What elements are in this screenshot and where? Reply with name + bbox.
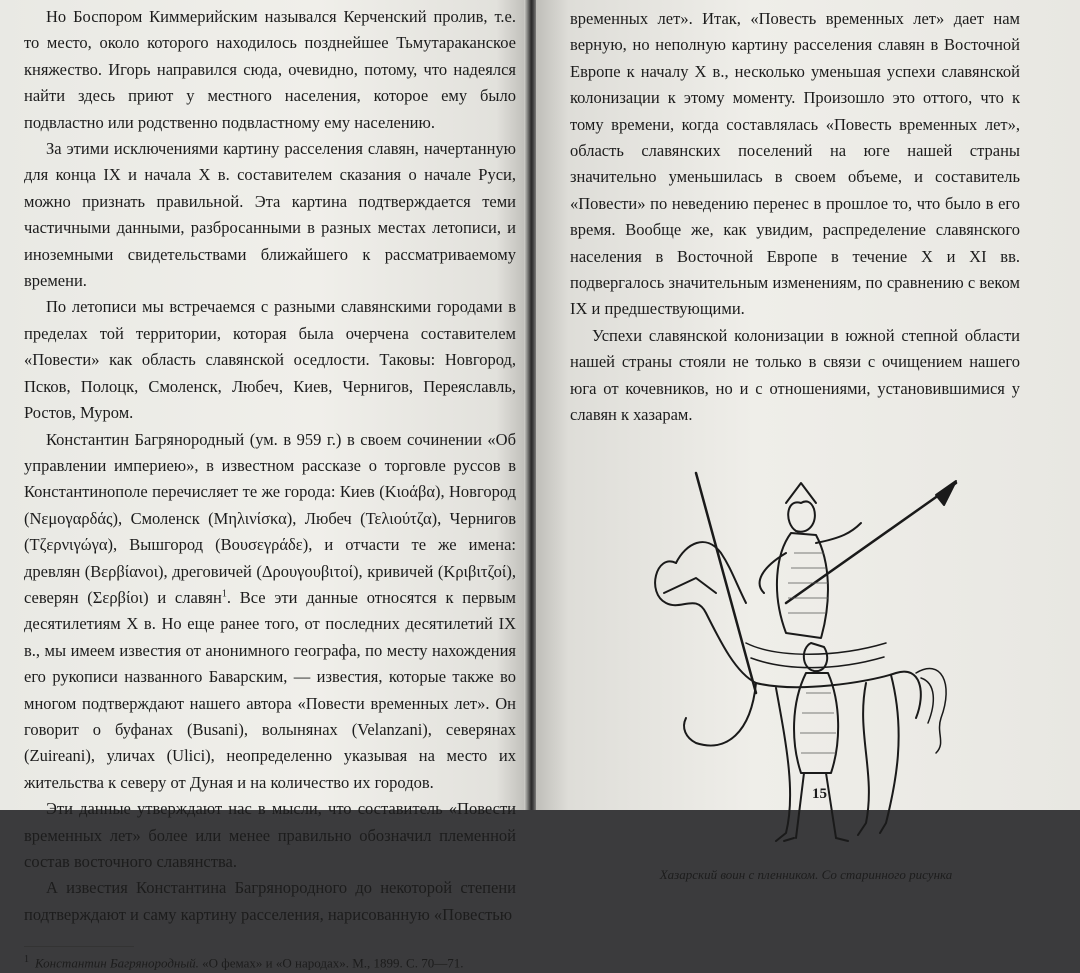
left-page <box>0 0 528 971</box>
paragraph <box>24 427 516 797</box>
footnote-author: Константин Багрянородный. <box>35 955 199 971</box>
warrior-drawing <box>636 443 956 861</box>
page-number: 15 <box>812 786 827 802</box>
paragraph: За этими исключениями картину расселения славян, начертанную для конца IX и начала X в. составителем сказания о начале Руси, можно признать правильной. Эта картина подтверждается теми частичными данными, разбросанными в разных местах летописи, и иноземными свидетельствами ближайшего к рассматриваемому времени. <box>24 139 516 291</box>
right-page <box>536 0 1080 882</box>
footnote-divider <box>24 946 134 947</box>
paragraph: Но Боспором Киммерийским назывался Керченский пролив, т.е. то место, около которого находилось позднейшее Тьмутараканское княжество. Игорь направился сюда, очевидно, потому, что надеялся найти здесь приют у местного населения, которое ему было подвластно или родственно подвластному ему населению. <box>24 7 516 132</box>
footnote-reference: 1 <box>221 588 227 600</box>
footnote-text: «О фемах» и «О народах». М., 1899. С. 70—71. <box>202 955 464 971</box>
figure-caption: Хазарский воин с пленником. Со старинного рисунка <box>659 866 953 882</box>
paragraph: временных лет». Итак, «Повесть временных лет» дает нам верную, но неполную картину расселения славян в Восточной Европе к началу X в., несколько уменьшая успехи славянской колонизации к этому моменту. Произошло это оттого, что к тому времени, когда составлялась «Повесть временных лет», область славянских поселений на юге нашей страны значительно уменьшилась в своем объеме, и составитель «Повести» по неведению перенес в прошлое то, что было в его время. Вообще же, как увидим, распределение славянского населения в Восточной Европе в течение X и XI вв. подвергалось значительным изменениям, по сравнению с веком IX и предшествующими. <box>570 9 1020 319</box>
paragraph: Эти данные утверждают нас в мысли, что составитель «Повести временных лет» более или менее правильно обозначил племенной состав восточного славянства. <box>24 799 516 871</box>
footnote-number: 1 <box>24 954 29 966</box>
paragraph: А известия Константина Багрянородного до некоторой степени подтверждают и саму картину расселения, нарисованную «Повестью <box>24 878 516 924</box>
footnote <box>24 951 516 972</box>
paragraph: Успехи славянской колонизации в южной степной области нашей страны стояли не только в связи с очищением нашего юга от кочевников, но и с отношениями, установившимися у славян к хазарам. <box>570 325 1020 425</box>
illustration-khazar-warrior <box>636 443 956 861</box>
paragraph-text: . Все эти данные относятся к первым десятилетиям <box>24 587 516 634</box>
paragraph: По летописи мы встречаемся с разными славянскими городами в пределах той территории, которая была очерчена составителем «Повести» как область славянской оседлости. Таковы: Новгород, Псков, Полоцк, Смоленск, Любеч, Киев, Чернигов, Переяславль, Ростов, Муром. <box>24 297 516 423</box>
paragraph-text: X в. Но еще ранее того, от последних десятилетий IX в., мы имеем известия от анонимного географа, по месту нахождения его рукописи названного Баварским, — известия, которые также во многом подтверждают нашего автора «Повести временных лет». Он говорит о буфанах (Busani), волынянах (Velanzani), северянах (Zuireani), уличах (Ulici), неопределенно указывая на место их жительства к северу от Дуная и на количество их городов. <box>24 614 517 792</box>
paragraph-text: Константин Багрянородный (ум. в 959 г.) в своем сочинении «Об управлении империею», в известном рассказе о торговле руссов в Константинополе перечисляет те же города: Киев (Κιοάβα), Новгород (Νεμογαρδάς), Смоленск (Μηλινίσκα), Любеч (Τελιούτζα), Чернигов (Τζερνιγώγα), Вышгород (Βουσεγράδε), и отчасти те же имена: древлян (Βερβίανοι), дреговичей (Δρουγουβιτοί), кривичей (Κριβιτζοί), северян (Σερβίοι) и славян <box>24 429 516 607</box>
